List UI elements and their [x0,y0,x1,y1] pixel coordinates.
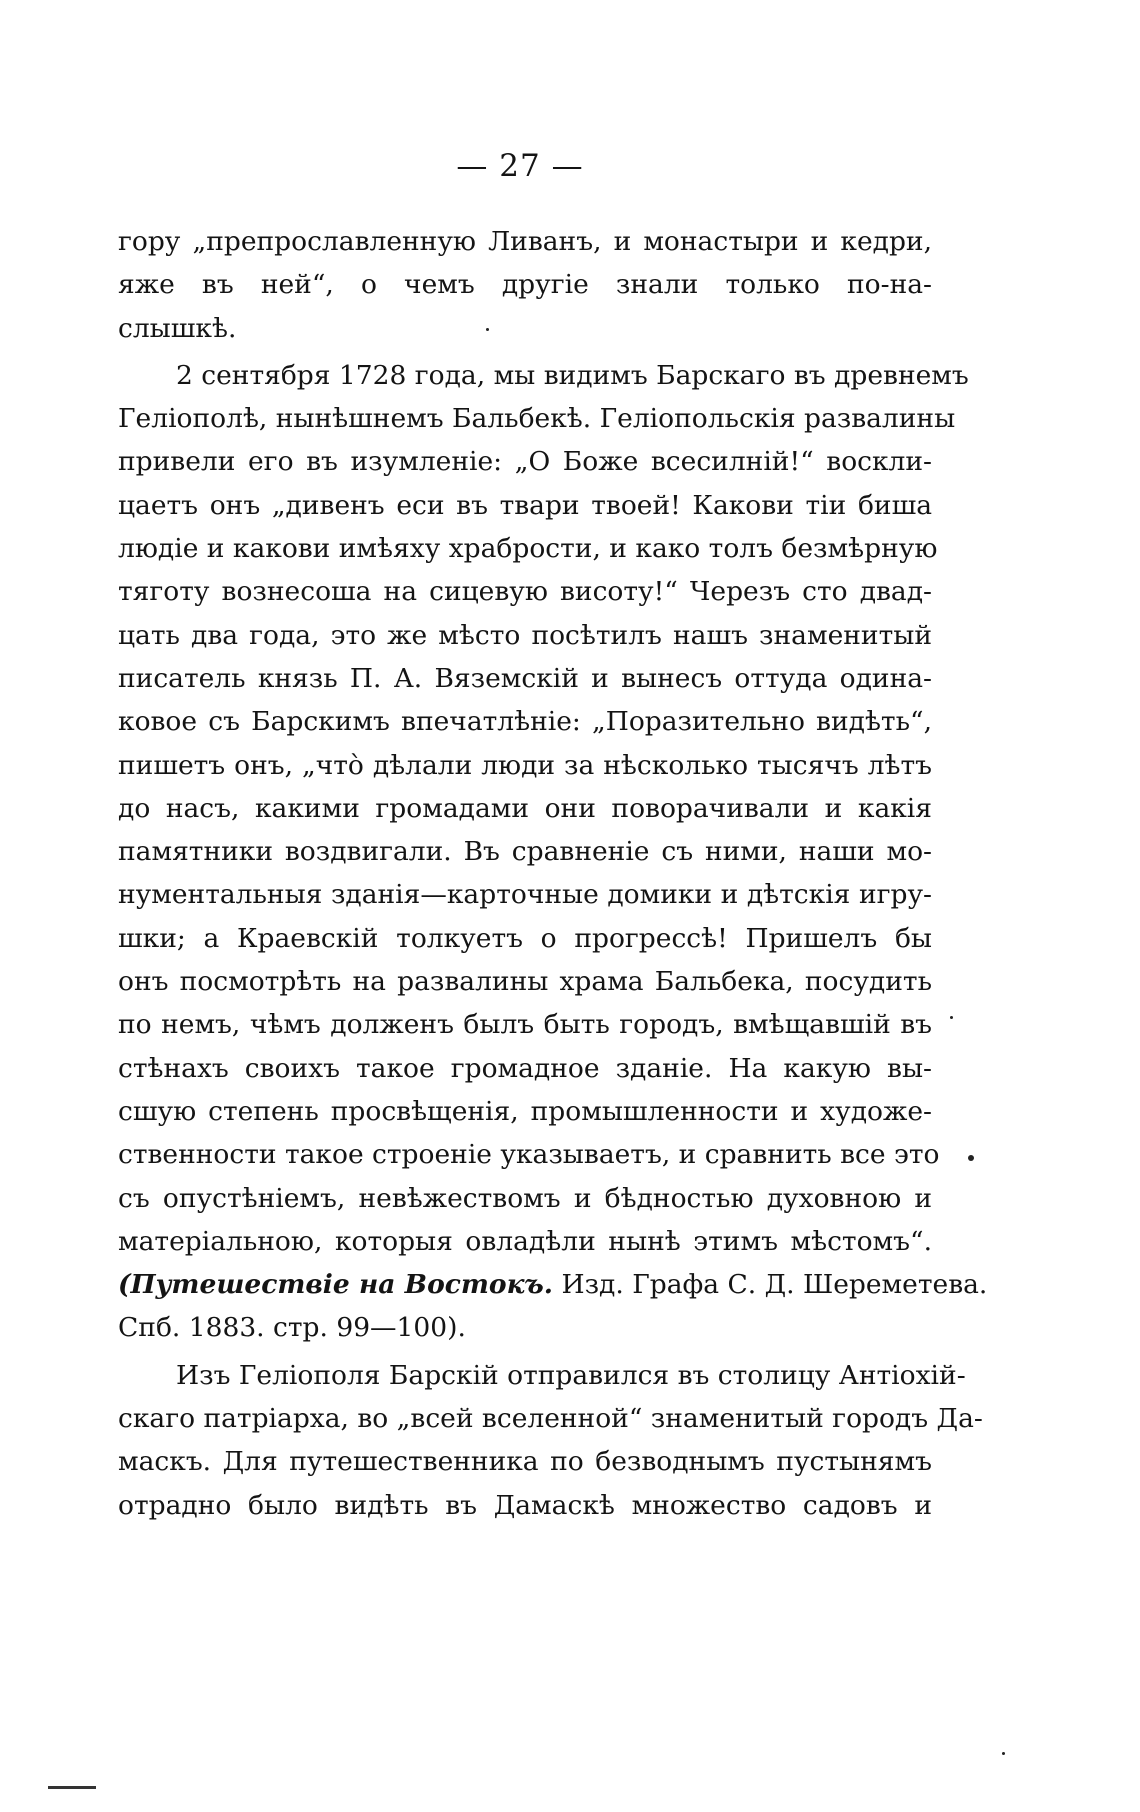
text-line: онъ посмотрѣть на развалины храма Бальбека, посудить [118,966,932,998]
scan-speck [486,328,489,331]
scan-speck [950,1016,953,1019]
text-line: слышкѣ. [118,312,237,344]
text-line: стѣнахъ своихъ такое громадное зданіе. На какую вы- [118,1052,932,1084]
text-line: Изъ Геліополя Барскій отправился въ столицу Антіохій- [176,1359,966,1391]
text-line: скаго патріарха, во „всей вселенной“ знаменитый городъ Да- [118,1403,983,1435]
text-line: Спб. 1883. стр. 99—100). [118,1312,466,1344]
page-number: — 27 — [456,148,584,184]
text-line: Геліополѣ, нынѣшнемъ Бальбекѣ. Геліопольскія развалины [118,403,956,435]
citation-publisher: Изд. Графа С. Д. Шереметева. [561,1269,988,1301]
text-line: по немъ, чѣмъ долженъ былъ быть городъ, вмѣщавшій въ [118,1009,932,1041]
text-line: отрадно было видѣть въ Дамаскѣ множество садовъ и [118,1489,932,1521]
text-line: сшую степень просвѣщенія, промышленности и художе- [118,1095,932,1127]
text-line: ственности такое строеніе указываетъ, и сравнить все это [118,1139,940,1171]
text-line: матеріальною, которыя овладѣли нынѣ этимъ мѣстомъ“. [118,1225,932,1257]
text-line: ковое съ Барскимъ впечатлѣніе: „Поразительно видѣть“, [118,706,932,738]
citation-title: (Путешествіе на Востокъ. [118,1269,554,1301]
text-line: съ опустѣніемъ, невѣжествомъ и бѣдностью духовною и [118,1182,932,1214]
text-line: маскъ. Для путешественника по безводнымъ пустынямъ [118,1446,932,1478]
text-line: шки; а Краевскій толкуетъ о прогрессѣ! Пришелъ бы [118,922,932,954]
text-line: пишетъ онъ, „что̀ дѣлали люди за нѣсколько тысячъ лѣтъ [118,749,932,781]
text-line: цать два года, это же мѣсто посѣтилъ нашъ знаменитый [118,619,932,651]
text-line: 2 сентября 1728 года, мы видимъ Барскаго въ древнемъ [176,359,969,391]
text-line: нументальныя зданія—карточные домики и дѣтскія игру- [118,879,932,911]
text-line: гору „препрославленную Ливанъ, и монастыри и кедри, [118,226,932,257]
text-line: памятники воздвигали. Въ сравненіе съ ними, наши мо- [118,836,932,868]
text-line: яже въ ней“, о чемъ другіе знали только по-на- [118,269,932,301]
body-text [118,220,988,1527]
text-line: писатель князь П. А. Вяземскій и вынесъ оттуда одина- [118,662,932,694]
text-line: тяготу вознесоша на сицевую висоту!“ Черезъ сто двад- [118,576,932,608]
text-line: цаетъ онъ „дивенъ еси въ твари твоей! Какови тіи биша [118,489,932,521]
text-line: до насъ, какими громадами они поворачивали и какія [118,792,932,824]
scan-speck [968,1155,974,1161]
scan-speck [1002,1752,1005,1755]
citation-line [118,1263,988,1306]
text-line: привели его въ изумленіе: „О Боже всесилній!“ воскли- [118,446,932,478]
scan-mark [48,1786,96,1789]
text-line: людіе и какови имѣяху храбрости, и како толъ безмѣрную [118,533,938,565]
